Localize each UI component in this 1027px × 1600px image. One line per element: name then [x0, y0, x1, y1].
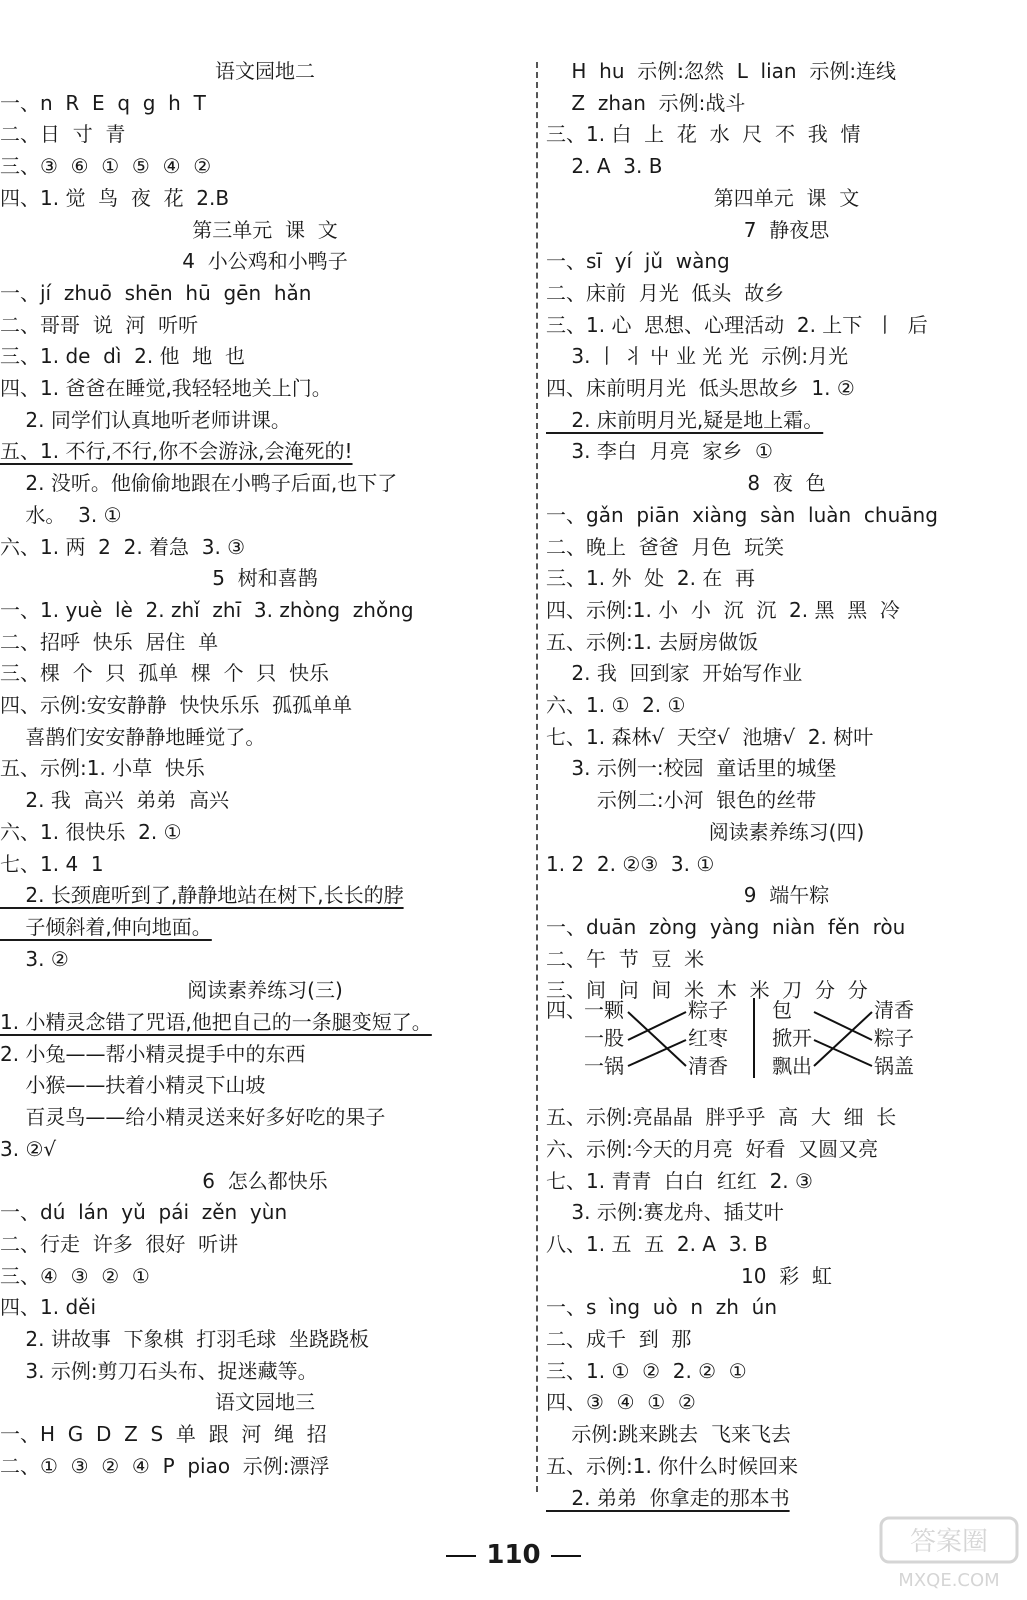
answer-line: 子倾斜着,伸向地面。: [0, 914, 212, 939]
answer-line: 六、1. 很快乐 2. ①: [0, 819, 182, 844]
answer-line: 小猴——扶着小精灵下山坡: [0, 1073, 266, 1098]
answer-line: 一、H G D Z S 单 跟 河 绳 招: [0, 1422, 327, 1447]
answer-line: 二、午 节 豆 米: [546, 946, 705, 971]
answer-line: 3. 示例:赛龙舟、插艾叶: [546, 1200, 784, 1225]
answer-line: H hu 示例:忽然 L lian 示例:连线: [546, 59, 897, 83]
match-mid-word: 红枣: [688, 1026, 728, 1050]
answer-line: 1. 2 2. ②③ 3. ①: [546, 851, 715, 876]
section-heading: 10 彩 虹: [741, 1263, 832, 1288]
answer-line: 一、1. yuè lè 2. zhǐ zhī 3. zhòng zhǒng: [0, 597, 414, 622]
answer-line: 一、duān zòng yàng niàn fěn ròu: [546, 914, 906, 939]
section-heading: 第三单元 课 文: [192, 217, 338, 242]
answer-line: 四、示例:安安静静 快快乐乐 孤孤单单: [0, 693, 353, 717]
answer-line: 八、1. 五 五 2. A 3. B: [546, 1231, 768, 1256]
match-left-word: 一股: [584, 1026, 624, 1050]
answer-line: 四、示例:1. 小 小 沉 沉 2. 黑 黑 冷: [546, 597, 900, 622]
section-heading: 第四单元 课 文: [713, 185, 860, 210]
match-line: [814, 1012, 872, 1040]
answer-line: 三、棵 个 只 孤单 棵 个 只 快乐: [0, 661, 330, 686]
answer-line: 一、s ìng uò n zh ún: [546, 1295, 778, 1320]
answer-line: 二、哥哥 说 河 听听: [0, 312, 199, 337]
answer-line: 3. ②: [0, 946, 69, 971]
section-heading: 语文园地二: [215, 59, 315, 83]
answer-line: 五、示例:亮晶晶 胖乎乎 高 大 细 长: [546, 1105, 897, 1130]
answer-line: 3. 李白 月亮 家乡 ①: [546, 439, 773, 464]
answer-line: 一、sī yí jǔ wàng: [546, 249, 730, 274]
match-left-word: 一锅: [584, 1054, 624, 1078]
page-number: 110: [0, 1540, 1027, 1570]
watermark-logo: [879, 1514, 1019, 1594]
section-heading: 7 静夜思: [743, 217, 830, 242]
answer-line: Z zhan 示例:战斗: [546, 90, 746, 115]
answer-line: 喜鹊们安安静静地睡觉了。: [0, 724, 266, 749]
answer-line: 一、n R E q g h T: [0, 90, 206, 115]
answer-line: 三、1. 白 上 花 水 尺 不 我 情: [546, 122, 861, 147]
match-line: [628, 1012, 686, 1066]
answer-line: 二、晚上 爸爸 月色 玩笑: [546, 534, 785, 559]
answer-line: 三、1. de dì 2. 他 地 也: [0, 344, 245, 369]
match-left-word: 一颗: [584, 998, 624, 1022]
answer-line: 六、1. ① 2. ①: [546, 693, 686, 717]
section-heading: 阅读素养练习(四): [708, 819, 865, 844]
answer-line: 四、1. 觉 鸟 夜 花 2.B: [0, 185, 230, 210]
match-label: 四、: [546, 998, 586, 1022]
match-mid-word: 粽子: [688, 998, 728, 1022]
answer-line: 2. 弟弟 你拿走的那本书: [546, 1485, 790, 1510]
answer-line: 二、行走 许多 很好 听讲: [0, 1231, 239, 1256]
answer-line: 3. 示例一:校园 童话里的城堡: [546, 756, 837, 781]
answer-line: 五、示例:1. 小草 快乐: [0, 756, 205, 781]
match-far-word: 清香: [874, 998, 914, 1022]
answer-line: 3. ②√: [0, 1136, 57, 1161]
answer-line: 四、③ ④ ① ②: [546, 1390, 696, 1415]
answer-line: 一、gǎn piān xiàng sàn luàn chuāng: [546, 502, 938, 527]
answer-line: 四、1. děi: [0, 1295, 96, 1320]
answer-line: 三、④ ③ ② ①: [0, 1263, 150, 1288]
answer-line: 2. 长颈鹿听到了,静静地站在树下,长长的脖: [0, 883, 404, 908]
svg-text:答案圈: 答案圈: [909, 1527, 989, 1557]
match-mid-word: 清香: [688, 1054, 728, 1078]
match-line: [628, 1012, 686, 1040]
answer-line: 五、示例:1. 去厨房做饭: [546, 629, 759, 654]
answer-line: 2. 同学们认真地听老师讲课。: [0, 407, 291, 432]
answer-line: 七、1. 青青 白白 红红 2. ③: [546, 1168, 813, 1193]
answer-line: 三、间 问 间 米 木 米 刀 分 分: [546, 978, 868, 1003]
section-heading: 4 小公鸡和小鸭子: [182, 249, 348, 274]
answer-line: 二、成千 到 那: [546, 1327, 692, 1351]
answer-line: 二、① ③ ② ④ P piao 示例:漂浮: [0, 1453, 330, 1478]
answer-line: 四、床前明月光 低头思故乡 1. ②: [546, 376, 855, 400]
match-line: [628, 1040, 686, 1066]
answer-line: 三、③ ⑥ ① ⑤ ④ ②: [0, 154, 212, 179]
answer-line: 示例二:小河 银色的丝带: [546, 788, 817, 813]
section-heading: 9 端午粽: [743, 883, 830, 908]
section-heading: 8 夜 色: [747, 471, 826, 496]
column-divider: [536, 62, 538, 1492]
answer-line: 二、招呼 快乐 居住 单: [0, 629, 219, 654]
answer-line: 一、dú lán yǔ pái zěn yùn: [0, 1200, 288, 1225]
answer-line: 五、1. 不行,不行,你不会游泳,会淹死的!: [0, 439, 353, 464]
match-line: [814, 1040, 872, 1066]
answer-line: 3. 示例:剪刀石头布、捉迷藏等。: [0, 1358, 318, 1383]
answer-line: 2. 我 高兴 弟弟 高兴: [0, 788, 230, 813]
answer-line: 一、jí zhuō shēn hū gēn hǎn: [0, 280, 312, 305]
answer-line: 七、1. 森林√ 天空√ 池塘√ 2. 树叶: [546, 724, 874, 749]
match-right-word: 掀开: [772, 1026, 812, 1050]
section-heading: 6 怎么都快乐: [202, 1168, 328, 1193]
section-heading: 5 树和喜鹊: [212, 566, 318, 591]
match-right-word: 包: [772, 998, 792, 1022]
answer-line: 二、床前 月光 低头 故乡: [546, 280, 785, 305]
answer-line: 水。 3. ①: [0, 502, 122, 527]
match-right-word: 飘出: [772, 1054, 812, 1078]
answer-line: 七、1. 4 1: [0, 851, 104, 876]
answer-line: 示例:跳来跳去 飞来飞去: [546, 1422, 791, 1447]
answer-line: 四、1. 爸爸在睡觉,我轻轻地关上门。: [0, 376, 332, 400]
answer-line: 百灵鸟——给小精灵送来好多好吃的果子: [0, 1105, 386, 1130]
answer-line: 六、1. 两 2 2. 着急 3. ③: [0, 534, 246, 559]
answer-line: 2. 讲故事 下象棋 打羽毛球 坐跷跷板: [0, 1327, 370, 1351]
match-far-word: 锅盖: [874, 1054, 914, 1078]
answer-line: 2. 床前明月光,疑是地上霜。: [546, 407, 824, 432]
answer-line: 2. A 3. B: [546, 154, 663, 179]
answer-line: 六、示例:今天的月亮 好看 又圆又亮: [546, 1136, 879, 1161]
svg-text:MXQE.COM: MXQE.COM: [898, 1570, 1000, 1591]
answer-line: 三、1. 外 处 2. 在 再: [546, 566, 756, 591]
section-heading: 阅读素养练习(三): [187, 978, 343, 1003]
answer-line: 2. 没听。他偷偷地跟在小鸭子后面,也下了: [0, 471, 398, 496]
answer-line: 三、1. 心 思想、心理活动 2. 上下 丨 后: [546, 312, 928, 337]
answer-line: 二、日 寸 青: [0, 122, 126, 147]
answer-line: 2. 我 回到家 开始写作业: [546, 661, 803, 686]
answer-line: 1. 小精灵念错了咒语,他把自己的一条腿变短了。: [0, 1010, 432, 1034]
match-far-word: 粽子: [874, 1026, 914, 1050]
answer-line: 2. 小兔——帮小精灵提手中的东西: [0, 1041, 306, 1066]
section-heading: 语文园地三: [215, 1390, 315, 1415]
answer-line: 3. 丨 丬 屮 业 光 光 示例:月光: [546, 344, 849, 369]
answer-line: 五、示例:1. 你什么时候回来: [546, 1453, 799, 1478]
answer-line: 三、1. ① ② 2. ② ①: [546, 1358, 747, 1383]
match-line: [814, 1012, 872, 1066]
